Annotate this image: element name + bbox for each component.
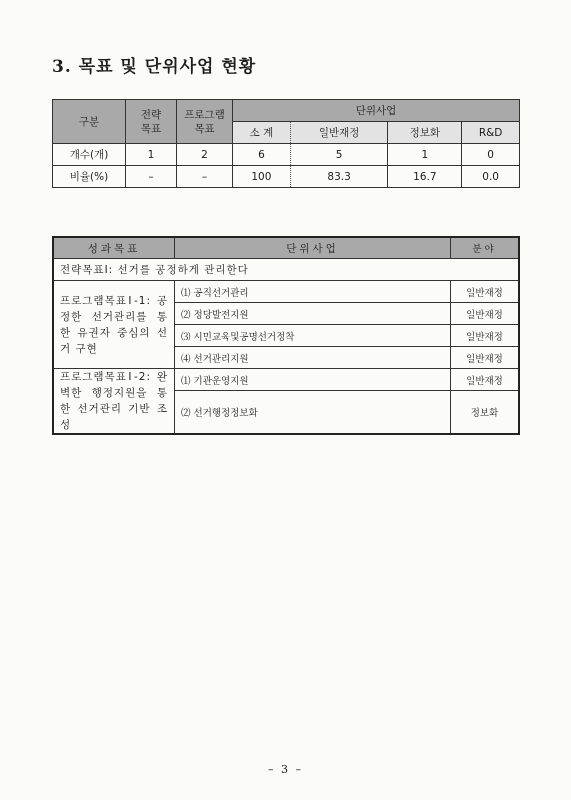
cell-general: 5	[290, 144, 388, 166]
summary-table	[52, 99, 520, 188]
page-number: – 3 –	[268, 763, 303, 776]
header-program-goal: 프로그램 목표	[177, 100, 233, 144]
cell-subtotal: 6	[233, 144, 291, 166]
performance-table	[52, 236, 520, 435]
cell-general: 83.3	[290, 166, 388, 188]
header-unit-project: 단위사업	[233, 100, 520, 122]
header-goal: 성과목표	[53, 237, 175, 259]
program-goal-2: 프로그램목표Ⅰ-2: 완벽한 행정지원을 통한 선거관리 기반 조성	[53, 369, 175, 435]
table-row	[53, 144, 520, 166]
project-name: ⑵ 정당발전지원	[175, 303, 451, 325]
header-field: 분야	[451, 237, 520, 259]
cell-program: –	[177, 166, 233, 188]
strategic-goal: 전략목표Ⅰ: 선거를 공정하게 관리한다	[53, 259, 519, 281]
project-field: 일반재정	[451, 347, 520, 369]
header-rnd: R&D	[462, 122, 520, 144]
row-label: 비율(%)	[53, 166, 126, 188]
row-label: 개수(개)	[53, 144, 126, 166]
header-subtotal: 소 계	[233, 122, 291, 144]
cell-program: 2	[177, 144, 233, 166]
header-informatization: 정보화	[388, 122, 462, 144]
cell-strategic: 1	[126, 144, 177, 166]
project-field: 일반재정	[451, 325, 520, 347]
program-goal-1: 프로그램목표Ⅰ-1: 공정한 선거관리를 통한 유권자 중심의 선거 구현	[53, 281, 175, 369]
cell-rnd: 0.0	[462, 166, 520, 188]
cell-subtotal: 100	[233, 166, 291, 188]
cell-rnd: 0	[462, 144, 520, 166]
cell-info: 1	[388, 144, 462, 166]
table-row	[53, 166, 520, 188]
project-field: 정보화	[451, 391, 520, 434]
table-row	[53, 281, 519, 303]
header-category: 구분	[53, 100, 126, 144]
table-row	[53, 369, 519, 391]
project-field: 일반재정	[451, 281, 520, 303]
section-title: 3. 목표 및 단위사업 현황	[52, 57, 257, 77]
header-project: 단위사업	[175, 237, 451, 259]
cell-strategic: –	[126, 166, 177, 188]
cell-info: 16.7	[388, 166, 462, 188]
header-strategic-goal: 전략 목표	[126, 100, 177, 144]
project-field: 일반재정	[451, 303, 520, 325]
project-name: ⑶ 시민교육및공명선거정착	[175, 325, 451, 347]
project-name: ⑵ 선거행정정보화	[175, 391, 451, 434]
project-name: ⑴ 기관운영지원	[175, 369, 451, 391]
project-name: ⑷ 선거관리지원	[175, 347, 451, 369]
project-name: ⑴ 공직선거관리	[175, 281, 451, 303]
project-field: 일반재정	[451, 369, 520, 391]
header-general-finance: 일반재정	[290, 122, 388, 144]
